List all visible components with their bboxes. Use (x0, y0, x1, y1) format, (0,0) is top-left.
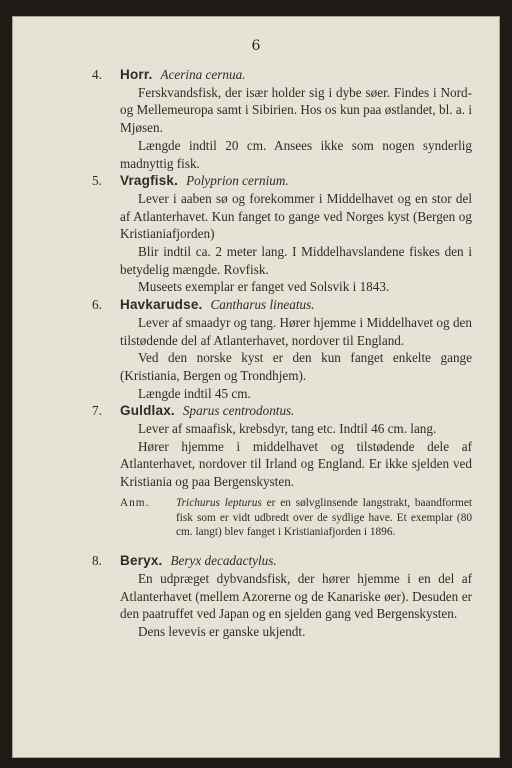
entry-name: Beryx. (120, 553, 163, 569)
entry-paragraph: En udpræget dybvandsfisk, der hører hjemme i en del af Atlanterhavet (mellem Azorerne og de Kanariske øer). Desuden er den paatruffet ved Japan og en sjelden gang ved Bergenskysten. (120, 570, 472, 622)
page-content (92, 66, 472, 641)
entry-guldlax (92, 402, 472, 491)
page-number: 6 (251, 38, 261, 54)
entry-latin-name: Polyprion cernium. (186, 173, 289, 189)
entry-paragraph: Museets exemplar er fanget ved Solsvik i 1843. (138, 279, 390, 295)
entry-title (120, 172, 472, 190)
entry-number: 8. (92, 553, 102, 569)
entry-title (120, 552, 472, 570)
entry-paragraph: Længde indtil 45 cm. (138, 385, 251, 401)
entry-beryx (92, 552, 472, 641)
book-page (12, 16, 500, 758)
entry-vragfisk (92, 172, 472, 296)
entry-number: 5. (92, 173, 102, 189)
entry-latin-name: Sparus centrodontus. (182, 403, 295, 419)
entry-paragraph: Lever af smaafisk, krebsdyr, tang etc. Indtil 46 cm. lang. (138, 421, 437, 437)
entry-havkarudse (92, 296, 472, 402)
entry-paragraph: Ferskvandsfisk, der især holder sig i dybe søer. Findes i Nord- og Mellemeuropa samt i Sibirien. Hos os kun paa østlandet, bl. a. i Mjøsen. (120, 84, 472, 136)
entry-paragraph: Blir indtil ca. 2 meter lang. I Middelhavslandene fiskes den i betydelig mængde. Rovfisk. (120, 244, 472, 277)
entry-title (120, 296, 472, 314)
entry-name: Vragfisk. (120, 173, 179, 189)
entry-latin-name: Beryx decadactylus. (170, 553, 277, 569)
entry-paragraph: Hører hjemme i middelhavet og tilstødende dele af Atlanterhavet, nordover til Irland og England. Er ikke sjelden ved Kristiania og paa Bergenskysten. (120, 438, 472, 490)
entry-number: 6. (92, 297, 102, 313)
note-text: er en sølvglinsende langstrakt, baandformet fisk som er vidt udbredt over de sydlige have. Et exemplar (80 cm. langt) blev fanget i Kristianiafjorden i 1896. (176, 496, 472, 539)
note-label: Anm. (120, 496, 150, 509)
entry-latin-name: Acerina cernua. (160, 67, 246, 82)
entry-paragraph: Lever i aaben sø og forekommer i Middelhavet og en stor del af Atlanterhavet. Kun fanget to gange ved Norges kyst (Bergen og Kristianiafjorden) (120, 190, 472, 242)
entry-number: 7. (92, 403, 102, 419)
entry-paragraph: Lever af smaadyr og tang. Hører hjemme i Middelhavet og den tilstødende del af Atlanterhavet, nordover til England. (120, 314, 472, 348)
entry-name: Horr. (120, 67, 153, 82)
entry-latin-name: Cantharus lineatus. (210, 297, 315, 313)
entry-name: Havkarudse. (120, 297, 203, 313)
entry-paragraph: Dens levevis er ganske ukjendt. (138, 624, 306, 640)
entry-paragraph: Længde indtil 20 cm. Ansees ikke som nogen synderlig madnyttig fisk. (120, 137, 472, 171)
entry-title (120, 66, 472, 84)
entry-name: Guldlax. (120, 403, 175, 419)
entry-title (120, 402, 472, 420)
annotation-note (120, 496, 472, 540)
entry-horr (92, 66, 472, 172)
entry-paragraph: Ved den norske kyst er den kun fanget enkelte gange (Kristiania, Bergen og Trondhjem). (120, 350, 472, 383)
entry-number: 4. (92, 67, 102, 82)
note-latin-name: Trichurus lepturus (176, 496, 262, 509)
